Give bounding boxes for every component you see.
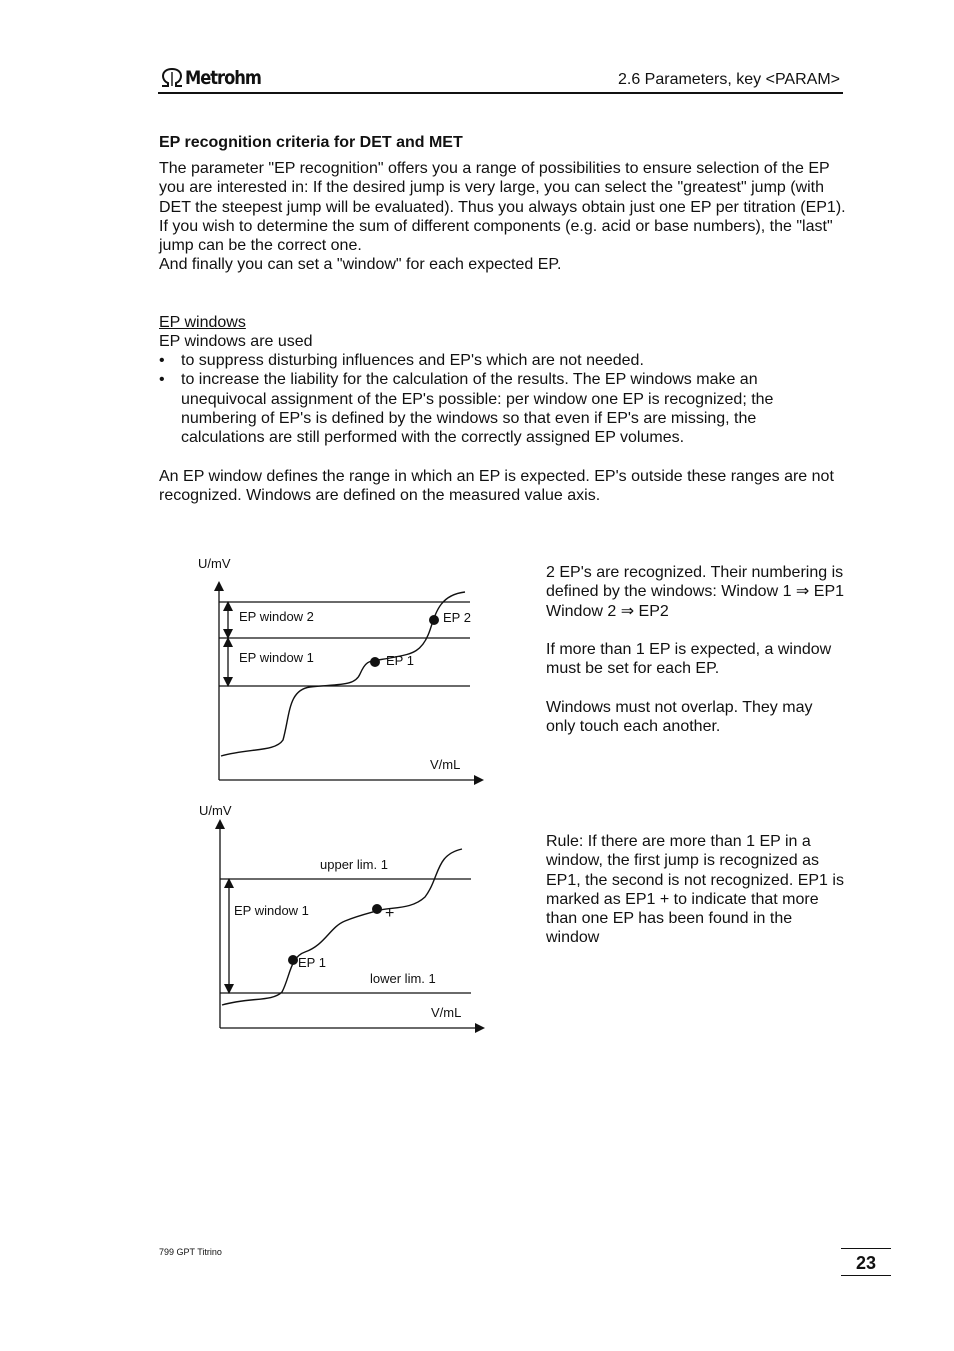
explanation-paragraph: 2 EP's are recognized. Their numbering is defined by the windows: Window 1 ⇒ EP1 Window 2 ⇒ EP2 [546,564,845,620]
y-axis-label: U/mV [199,803,232,818]
window1-label: EP window 1 [239,650,314,665]
ep2-marker [429,615,439,625]
intro-paragraph-2: If you wish to determine the sum of different components (e.g. acid or base numbers), the "last" jump can be the correct one. [159,217,833,255]
intro-paragraph-3: And finally you can set a "window" for each expected EP. [159,256,562,274]
brand-logo [159,66,273,90]
diagram2-explanation [546,832,846,967]
window-definition-paragraph: An EP window defines the range in which an EP is expected. EP's outside these ranges are not recognized. Windows are defined on the measured value axis. [159,468,834,505]
ep1-label: EP 1 [386,653,414,668]
window-label: EP window 1 [234,903,309,918]
logo-text: Metrohm [185,67,261,89]
bullet-icon: • [159,371,165,389]
rule-paragraph: Rule: If there are more than 1 EP in a window, the first jump is recognized as EP1, the second is not recognized. EP1 is marked as EP1 + to indicate that more than one EP has been found in the window [546,833,844,947]
section-title: 2.6 Parameters, key <PARAM> [617,71,840,88]
second-jump-marker [372,904,382,914]
list-item [159,351,829,370]
lower-limit-label: lower lim. 1 [370,971,436,986]
header-divider [158,92,843,94]
ep1-label: EP 1 [298,955,326,970]
diagram1-explanation [546,563,846,756]
x-axis-label: V/mL [431,1005,462,1020]
ep2-label: EP 2 [443,610,471,625]
intro-paragraph-1: The parameter "EP recognition" offers you a range of possibilities to ensure selection of the EP you are interested in: If the desired jump is very large, you can select the "greatest" jump (with DET the steepest jump will be evaluated). Thus you always obtain just one EP per titration (EP1). [159,160,846,216]
ep1-marker [370,657,380,667]
ep-windows-lead: EP windows are used [159,333,313,350]
omega-logo-icon [159,66,185,90]
explanation-paragraph: If more than 1 EP is expected, a window must be set for each EP. [546,641,832,678]
list-item-text: to suppress disturbing influences and EP's which are not needed. [181,352,644,369]
intro-text [159,159,849,275]
list-item [159,370,829,447]
upper-limit-label: upper lim. 1 [320,857,388,872]
window-definition-text [159,467,839,506]
ep-windows-list [159,351,829,447]
section-heading: EP recognition criteria for DET and MET [159,134,463,151]
explanation-paragraph: Windows must not overlap. They may only touch each another. [546,699,813,736]
ep1-marker [288,955,298,965]
window2-label: EP window 2 [239,609,314,624]
plus-mark: + [385,905,395,922]
diagram-two-windows [190,550,490,795]
bullet-icon: • [159,352,165,369]
ep-windows-title: EP windows [159,314,246,331]
y-axis-label: U/mV [198,556,231,571]
page-number: 23 [841,1248,891,1276]
list-item-text: to increase the liability for the calculation of the results. The EP windows make an unequivocal assignment of the EP's possible: per window one EP is recognized; the numbering of EP's is defined by the windows so that even if EP's are missing, the calculations are still performed with the correctly assigned EP volumes. [181,371,774,447]
x-axis-label: V/mL [430,757,461,772]
footer-product: 799 GPT Titrino [159,1247,222,1257]
diagram-single-window [190,797,490,1042]
